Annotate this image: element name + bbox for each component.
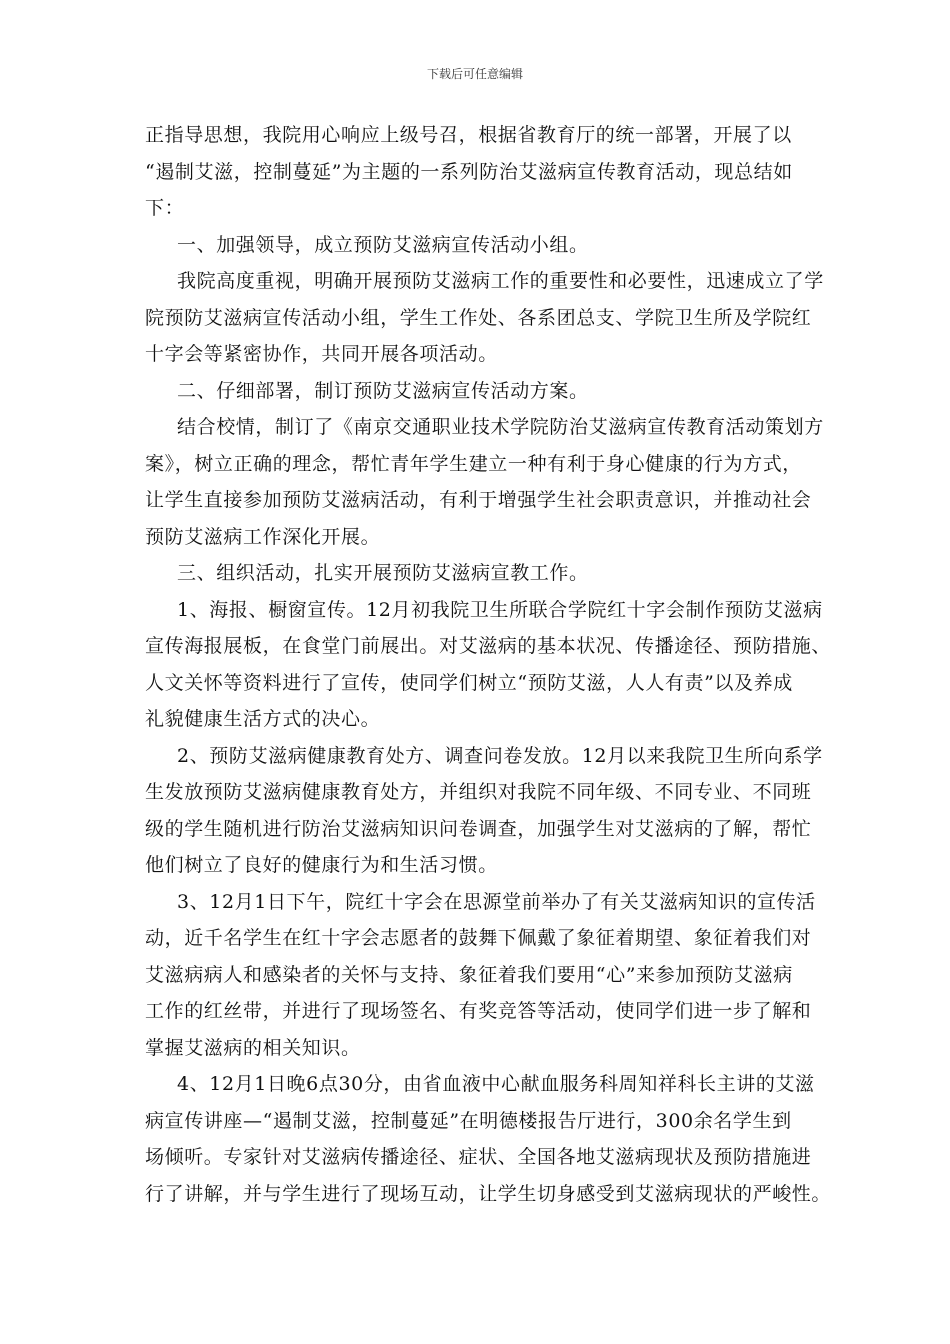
text-line: 工作的红丝带，并进行了现场签名、有奖竞答等活动，使同学们进一步了解和 (145, 1000, 812, 1022)
text-line: 动，近千名学生在红十字会志愿者的鼓舞下佩戴了象征着期望、象征着我们对 (145, 927, 812, 949)
text-line: 艾滋病病人和感染者的关怀与支持、象征着我们要用“心”来参加预防艾滋病 (145, 963, 793, 986)
text-line: 行了讲解，并与学生进行了现场互动，让学生切身感受到艾滋病现状的严峻性。 (145, 1182, 832, 1205)
text-line: 一、加强领导，成立预防艾滋病宣传活动小组。 (177, 233, 589, 256)
text-line: 他们树立了良好的健康行为和生活习惯。 (145, 854, 498, 876)
text-line: 让学生直接参加预防艾滋病活动，有利于增强学生社会职责意识，并推动社会 (145, 489, 812, 511)
text-line: 下： (145, 197, 185, 219)
text-line: 结合校情，制订了《南京交通职业技术学院防治艾滋病宣传教育活动策划方 (177, 416, 824, 438)
text-line: “遏制艾滋，控制蔓延”为主题的一系列防治艾滋病宣传教育活动，现总结如 (145, 160, 793, 183)
text-line: 院预防艾滋病宣传活动小组，学生工作处、各系团总支、学院卫生所及学院红 (145, 306, 812, 329)
text-line: 宣传海报展板，在食堂门前展出。对艾滋病的基本状况、传播途径、预防措施、 (145, 635, 832, 657)
text-line: 十字会等紧密协作，共同开展各项活动。 (145, 343, 498, 365)
text-line: 预防艾滋病工作深化开展。 (145, 525, 381, 548)
text-line: 我院高度重视，明确开展预防艾滋病工作的重要性和必要性，迅速成立了学 (177, 270, 824, 292)
text-line: 三、组织活动，扎实开展预防艾滋病宣教工作。 (177, 562, 589, 584)
text-line: 级的学生随机进行防治艾滋病知识问卷调查，加强学生对艾滋病的了解，帮忙 (145, 817, 812, 840)
text-line: 场倾听。专家针对艾滋病传播途径、症状、全国各地艾滋病现状及预防措施进 (145, 1146, 812, 1168)
text-line: 3、12月1日下午，院红十字会在思源堂前举办了有关艾滋病知识的宣传活 (177, 890, 816, 913)
document-body (145, 117, 832, 1212)
text-line: 礼貌健康生活方式的决心。 (145, 708, 381, 730)
text-line: 人文关怀等资料进行了宣传，使同学们树立“预防艾滋，人人有责”以及养成 (145, 671, 793, 694)
text-line: 案》，树立正确的理念，帮忙青年学生建立一种有利于身心健康的行为方式， (145, 452, 802, 475)
text-line: 4、12月1日晚6点30分，由省血液中心献血服务科周知祥科长主讲的艾滋 (177, 1073, 815, 1095)
text-line: 2、预防艾滋病健康教育处方、调查问卷发放。12月以来我院卫生所向系学 (177, 744, 823, 767)
page-header: 下载后可任意编辑 (426, 67, 523, 81)
text-line: 二、仔细部署，制订预防艾滋病宣传活动方案。 (177, 379, 589, 402)
text-line: 1、海报、橱窗宣传。12月初我院卫生所联合学院红十字会制作预防艾滋病 (177, 598, 823, 621)
text-line: 生发放预防艾滋病健康教育处方，并组织对我院不同年级、不同专业、不同班 (145, 781, 812, 803)
text-line: 病宣传讲座—“遏制艾滋，控制蔓延”在明德楼报告厅进行，300余名学生到 (145, 1109, 792, 1132)
text-line: 掌握艾滋病的相关知识。 (145, 1036, 361, 1059)
text-line: 正指导思想，我院用心响应上级号召，根据省教育厅的统一部署，开展了以 (145, 124, 792, 146)
